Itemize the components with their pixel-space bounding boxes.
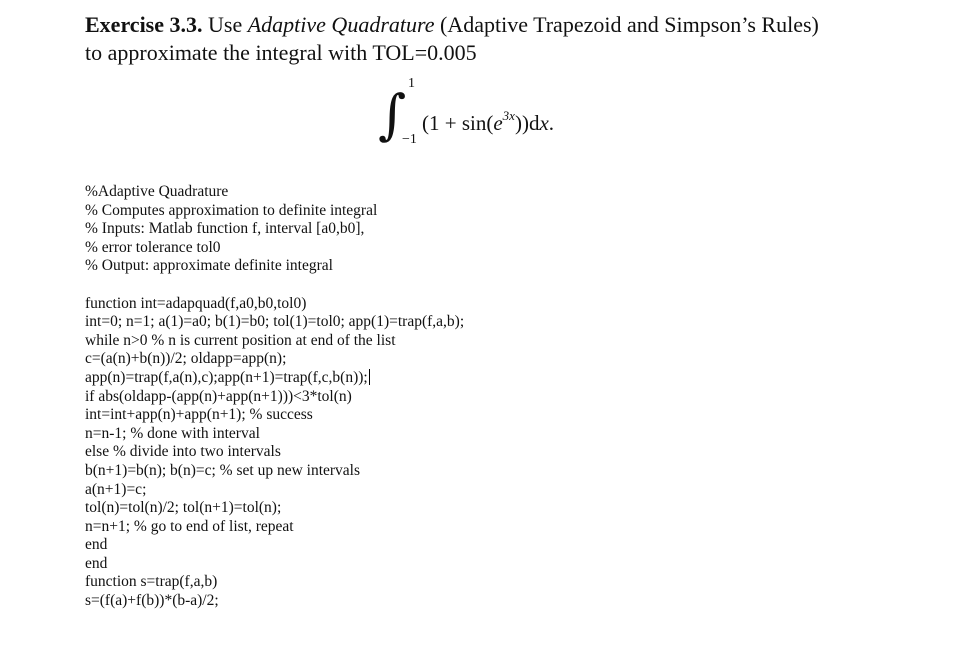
comment-line: % error tolerance tol0 xyxy=(85,238,221,256)
code-line: function int=adapquad(f,a0,b0,tol0) xyxy=(85,294,307,312)
code-line-text: app(n)=trap(f,a(n),c);app(n+1)=trap(f,c,b(n)); xyxy=(85,368,368,386)
text-cursor xyxy=(369,369,370,385)
code-line: a(n+1)=c; xyxy=(85,480,147,498)
integral-formula xyxy=(378,74,618,160)
code-block xyxy=(85,183,925,611)
blank-line xyxy=(85,276,925,295)
exercise-text-2: (Adaptive Trapezoid and Simpson’s Rules) xyxy=(434,12,819,37)
comment-line: % Output: approximate definite integral xyxy=(85,257,333,275)
code-line: b(n+1)=b(n); b(n)=c; % set up new intervals xyxy=(85,461,361,479)
exp-base: e xyxy=(493,111,503,135)
method-name: Adaptive Quadrature xyxy=(247,12,435,37)
lower-limit: −1 xyxy=(402,132,417,147)
integrand-prefix: (1 + sin( xyxy=(422,111,494,135)
code-line: end xyxy=(85,554,108,572)
integrand xyxy=(422,108,554,136)
code-line: else % divide into two intervals xyxy=(85,443,281,461)
variable: x xyxy=(539,111,549,135)
exercise-text-1: Use xyxy=(202,12,248,37)
code-line: c=(a(n)+b(n))/2; oldapp=app(n); xyxy=(85,350,287,368)
code-line xyxy=(85,369,925,388)
exercise-heading xyxy=(85,11,945,67)
exercise-line-1 xyxy=(85,11,945,39)
code-line: n=n-1; % done with interval xyxy=(85,424,260,442)
exercise-line-2: to approximate the integral with TOL=0.005 xyxy=(85,40,477,65)
code-line: end xyxy=(85,536,108,554)
formula-end: . xyxy=(548,111,555,135)
code-line: tol(n)=tol(n)/2; tol(n+1)=tol(n); xyxy=(85,499,282,517)
code-line: while n>0 % n is current position at end of the list xyxy=(85,331,396,349)
code-line: n=n+1; % go to end of list, repeat xyxy=(85,517,294,535)
integrand-suffix: ))d xyxy=(514,111,540,135)
code-line: s=(f(a)+f(b))*(b-a)/2; xyxy=(85,592,219,610)
exercise-label: Exercise 3.3. xyxy=(85,12,203,37)
integral-sign: ∫ xyxy=(378,83,407,146)
code-line: function s=trap(f,a,b) xyxy=(85,573,218,591)
code-line: int=int+app(n)+app(n+1); % success xyxy=(85,406,313,424)
exponent: 3x xyxy=(502,108,515,123)
code-line: int=0; n=1; a(1)=a0; b(1)=b0; tol(1)=tol0; app(1)=trap(f,a,b); xyxy=(85,313,465,331)
comment-line: % Inputs: Matlab function f, interval [a0,b0], xyxy=(85,220,365,238)
upper-limit: 1 xyxy=(408,76,415,91)
code-line: if abs(oldapp-(app(n)+app(n+1)))<3*tol(n) xyxy=(85,387,352,405)
comment-line: %Adaptive Quadrature xyxy=(85,183,229,200)
comment-line: % Computes approximation to definite integral xyxy=(85,201,378,219)
